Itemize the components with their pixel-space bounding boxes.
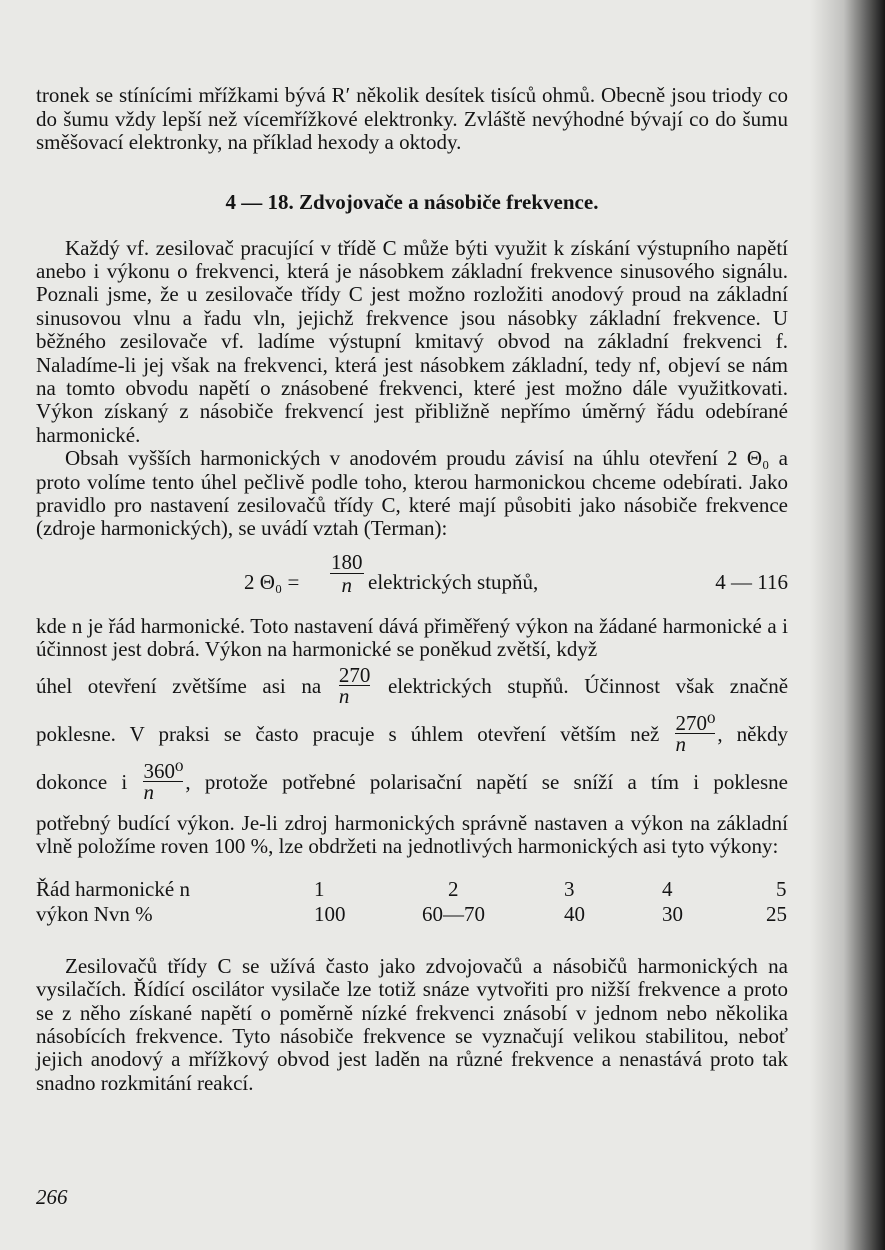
paragraph-3-line-3 [36, 706, 788, 754]
paragraph-3-line-2 [36, 662, 788, 706]
table-cell: 1 [314, 876, 325, 901]
table-cell: 5 [776, 876, 787, 901]
equation-lhs: 2 Θ₀ = [244, 569, 300, 594]
row-label-order: Řád harmonické n [36, 876, 190, 901]
paragraph-3-rest: potřebný budící výkon. Je-li zdroj harmonických správně nastaven a výkon na základní vlně položíme roven 100 %, lze obdržeti na jednotlivých harmonických asi tyto výkony: [36, 810, 788, 859]
text-segment: úhel otevření zvětšíme asi na [36, 673, 322, 698]
table-cell: 30 [662, 901, 683, 926]
table-cell: 100 [314, 901, 346, 926]
table-cell: 25 [766, 901, 787, 926]
fraction-numerator: 270⁰ [675, 710, 716, 735]
table-cell: 3 [564, 876, 575, 901]
table-cell: 40 [564, 901, 585, 926]
fraction-denominator: n [338, 683, 350, 708]
equation-denominator: n [341, 572, 352, 597]
page-number: 266 [36, 1185, 68, 1209]
equation-rhs: elektrických stupňů, [368, 569, 539, 594]
fraction-denominator: n [143, 779, 154, 804]
paragraph-2: Obsah vyšších harmonických v anodovém proudu závisí na úhlu otevření 2 Θ₀ a proto volíme tento úhel pečlivě podle toho, kterou harmonickou chceme odebírati. Jako pravidlo pro nastavení zesilovačů třídy C, které mají působiti jako násobiče frekvence (zdroje harmonických), se uvádí vztah (Terman): [36, 446, 788, 541]
page-content [36, 84, 788, 1095]
fraction-360deg-n [143, 758, 184, 804]
text-segment: elektrických stupňů. Účinnost však značně [387, 673, 789, 698]
table-cell: 2 [448, 876, 459, 901]
page-edge-shadow [810, 0, 885, 1250]
section-heading: 4 — 18. Zdvojovače a násobiče frekvence. [225, 189, 599, 214]
text-segment: dokonce i [36, 769, 128, 794]
fraction-denominator: n [675, 731, 686, 756]
row-label-power: výkon Nvn % [36, 901, 153, 926]
equation-number: 4 — 116 [715, 569, 788, 594]
table-cell: 60—70 [422, 901, 485, 926]
table-cell: 4 [662, 876, 673, 901]
equation-numerator: 180 [331, 549, 363, 574]
fraction-numerator: 360⁰ [143, 758, 184, 783]
fraction-270deg-n [675, 710, 716, 756]
intro-paragraph: tronek se stínícími mřížkami bývá R′ několik desítek tisíců ohmů. Obecně jsou triody co do šumu vždy lepší než vícemřížkové elektronky. Zvláště nevýhodné bývají co do šumu směšovací elektronky, na příklad hexody a oktody. [36, 83, 788, 154]
paragraph-3-line-4 [36, 754, 788, 802]
text-segment: poklesne. V praksi se často pracuje s úhlem otevření větším než [36, 721, 660, 746]
harmonics-table [36, 877, 788, 929]
paragraph-4: Zesilovačů třídy C se užívá často jako zdvojovačů a násobičů harmonických na vysilačích. Řídící oscilátor vysilače lze totiž snáze vytvořiti pro nižší frekvence a proto se z něho získané napětí o poměrně nízké frekvenci znásobí v jednom nebo několika násobících frekvence. Tyto násobiče frekvence se vyznačují velikou stabilitou, neboť jejich anodový a mřížkový obvod jest laděn na různé frekvence a nenastává proto tak snadno rozkmitání reakcí. [36, 953, 788, 1095]
fraction-numerator: 270 [338, 662, 371, 687]
paragraph-3-line-1: kde n je řád harmonické. Toto nastavení dává přiměřený výkon na žádané harmonické a i účinnost jest dobrá. Výkon na harmonické se poněkud zvětší, když [36, 613, 788, 662]
paragraph-1: Každý vf. zesilovač pracující v třídě C může býti využit k získání výstupního napětí anebo i výkonu o frekvenci, která je násobkem základní frekvence sinusového signálu. Poznali jsme, že u zesilovače třídy C jest možno rozložiti anodový proud na základní sinusovou vlnu a řadu vln, jejichž frekvence jsou násobky základní frekvence. U běžného zesilovače vf. ladíme výstupní kmitavý obvod na základní frekvenci f. Naladíme-li jej však na frekvenci, která jest násobkem základní, tedy nf, objeví se nám na tomto obvodu napětí o znásobené frekvenci, které jest možno dále využitkovati. Výkon získaný z násobiče frekvencí jest přibližně nepřímo úměrný řádu odebírané harmonické. [36, 235, 788, 447]
table-row-orders [36, 877, 788, 901]
text-segment: , protože potřebné polarisační napětí se sníží a tím i poklesne [185, 769, 788, 794]
table-row-powers [36, 902, 788, 926]
equation-4-116 [36, 549, 788, 611]
fraction-270-n [338, 662, 371, 708]
equation-fraction [330, 551, 364, 596]
text-segment: , někdy [717, 721, 788, 746]
